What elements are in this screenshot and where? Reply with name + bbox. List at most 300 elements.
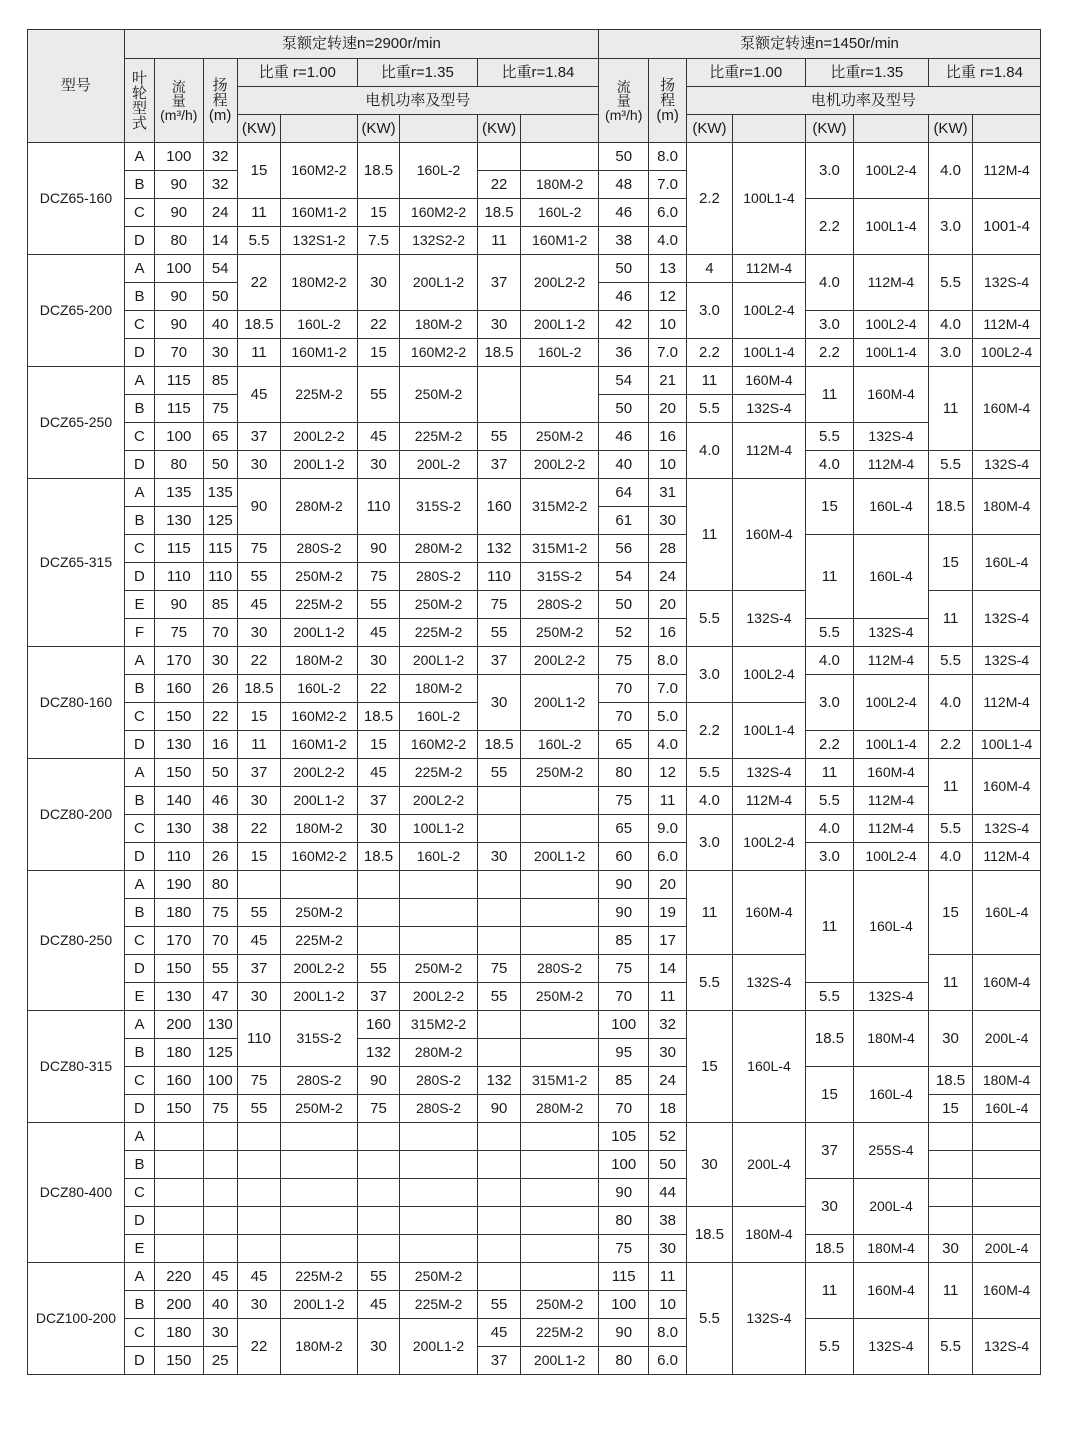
table-cell: 280S-2 <box>400 1067 478 1095</box>
table-cell: 20 <box>649 871 686 899</box>
table-cell: 24 <box>649 1067 686 1095</box>
table-cell: A <box>124 759 154 787</box>
table-cell <box>400 1235 478 1263</box>
table-cell <box>155 1151 203 1179</box>
table-cell: 15 <box>357 339 399 367</box>
table-cell: 2.2 <box>928 731 972 759</box>
table-row <box>28 1179 1041 1207</box>
table-cell: 160 <box>357 1011 399 1039</box>
table-cell: 160L-4 <box>854 535 929 619</box>
table-cell: 85 <box>598 927 648 955</box>
sg-135-1450-header: 比重r=1.35 <box>805 59 928 87</box>
table-cell <box>357 1235 399 1263</box>
table-cell: 2.2 <box>805 339 853 367</box>
table-cell <box>521 899 599 927</box>
table-cell: 37 <box>805 1123 853 1179</box>
table-cell <box>400 871 478 899</box>
table-cell: 315M1-2 <box>521 1067 599 1095</box>
table-cell: 38 <box>649 1207 686 1235</box>
table-cell: 132S-4 <box>733 591 806 647</box>
table-cell: 100L2-4 <box>854 143 929 199</box>
table-cell: 132S2-2 <box>400 227 478 255</box>
table-cell: A <box>124 143 154 171</box>
table-cell: 2.2 <box>686 143 732 255</box>
sg-100-2900-header: 比重 r=1.00 <box>237 59 357 87</box>
table-cell: 18.5 <box>805 1235 853 1263</box>
table-cell: D <box>124 451 154 479</box>
table-cell: 75 <box>203 899 237 927</box>
table-cell: 3.0 <box>805 675 853 731</box>
table-cell: 40 <box>203 311 237 339</box>
table-cell: 25 <box>203 1347 237 1375</box>
table-cell <box>477 815 520 843</box>
table-cell: B <box>124 395 154 423</box>
table-cell: 200L-4 <box>973 1011 1041 1067</box>
table-cell: 160M2-2 <box>400 731 478 759</box>
table-cell: 160L-2 <box>521 339 599 367</box>
table-cell: D <box>124 955 154 983</box>
table-cell: 22 <box>237 255 280 311</box>
table-cell <box>155 1235 203 1263</box>
table-row <box>28 983 1041 1011</box>
table-cell: 160L-4 <box>973 535 1041 591</box>
table-cell: 140 <box>155 787 203 815</box>
table-cell: 50 <box>203 283 237 311</box>
table-cell: 225M-2 <box>281 367 358 423</box>
table-cell: 200L1-2 <box>281 451 358 479</box>
table-row <box>28 1319 1041 1347</box>
table-cell: 160L-4 <box>854 479 929 535</box>
table-cell: 110 <box>477 563 520 591</box>
table-cell: 160M2-2 <box>281 703 358 731</box>
table-cell: 250M-2 <box>521 619 599 647</box>
table-row <box>28 339 1041 367</box>
table-cell: 3.0 <box>928 339 972 367</box>
table-cell: 52 <box>598 619 648 647</box>
table-cell <box>400 1179 478 1207</box>
table-cell: 190 <box>155 871 203 899</box>
table-cell: 150 <box>155 1095 203 1123</box>
table-cell: 200 <box>155 1291 203 1319</box>
table-cell: 180M-4 <box>973 479 1041 535</box>
table-cell: 200L2-2 <box>281 759 358 787</box>
table-cell: 5.5 <box>237 227 280 255</box>
table-cell: 22 <box>357 675 399 703</box>
table-cell: 4 <box>686 255 732 283</box>
table-cell: 38 <box>203 815 237 843</box>
table-cell: 90 <box>155 311 203 339</box>
table-cell: 200L1-2 <box>281 787 358 815</box>
table-cell: 200L2-2 <box>521 451 599 479</box>
table-cell <box>521 1011 599 1039</box>
table-cell: 30 <box>237 619 280 647</box>
table-cell: 32 <box>203 143 237 171</box>
table-cell: D <box>124 563 154 591</box>
table-cell <box>281 1207 358 1235</box>
table-cell: 18.5 <box>477 199 520 227</box>
table-cell: A <box>124 1263 154 1291</box>
table-cell: 280S-2 <box>281 1067 358 1095</box>
table-cell <box>237 1179 280 1207</box>
table-cell: 132S-4 <box>733 395 806 423</box>
table-cell: 132S-4 <box>733 955 806 1011</box>
table-cell <box>237 1207 280 1235</box>
table-cell: 15 <box>237 703 280 731</box>
table-cell: 250M-2 <box>281 1095 358 1123</box>
table-cell: C <box>124 199 154 227</box>
table-cell: 160L-2 <box>281 675 358 703</box>
sg-184-1450-header: 比重 r=1.84 <box>928 59 1040 87</box>
table-cell: 30 <box>237 451 280 479</box>
kw-header: (KW) <box>805 115 853 143</box>
table-cell: 160M1-2 <box>281 339 358 367</box>
table-cell: 200L1-2 <box>521 843 599 871</box>
table-cell <box>400 899 478 927</box>
table-cell: 115 <box>155 367 203 395</box>
table-cell: 2.2 <box>805 199 853 255</box>
table-cell: 55 <box>237 899 280 927</box>
table-cell: 112M-4 <box>854 451 929 479</box>
table-cell: 125 <box>203 1039 237 1067</box>
table-cell: A <box>124 647 154 675</box>
table-cell: 100 <box>155 143 203 171</box>
table-cell <box>477 927 520 955</box>
table-cell: 280S-2 <box>521 591 599 619</box>
table-cell: 56 <box>598 535 648 563</box>
table-cell: 55 <box>477 983 520 1011</box>
table-cell: 50 <box>649 1151 686 1179</box>
table-cell: 75 <box>155 619 203 647</box>
table-cell: 22 <box>203 703 237 731</box>
table-cell: 100 <box>598 1291 648 1319</box>
table-cell <box>357 1207 399 1235</box>
table-cell: 11 <box>805 367 853 423</box>
table-cell: 4.0 <box>805 255 853 311</box>
table-cell: 112M-4 <box>854 255 929 311</box>
table-cell <box>928 1151 972 1179</box>
table-cell: 110 <box>237 1011 280 1067</box>
kw-header: (KW) <box>237 115 280 143</box>
table-cell: 250M-2 <box>521 423 599 451</box>
table-cell: 160M1-2 <box>281 199 358 227</box>
table-row <box>28 423 1041 451</box>
table-cell: 18.5 <box>237 311 280 339</box>
table-cell: 5.5 <box>928 815 972 843</box>
table-cell <box>477 143 520 171</box>
table-cell: 10 <box>649 311 686 339</box>
table-cell <box>521 367 599 423</box>
table-cell: 5.5 <box>805 983 853 1011</box>
table-cell: 24 <box>203 199 237 227</box>
table-cell <box>400 1151 478 1179</box>
table-cell: 5.5 <box>686 1263 732 1375</box>
table-cell: 30 <box>477 843 520 871</box>
table-cell: 30 <box>237 983 280 1011</box>
table-cell: 75 <box>203 395 237 423</box>
table-cell: A <box>124 255 154 283</box>
table-cell: 75 <box>598 955 648 983</box>
table-cell: 160M2-2 <box>400 199 478 227</box>
table-cell: 132S-4 <box>733 1263 806 1375</box>
table-row <box>28 815 1041 843</box>
table-cell <box>155 1179 203 1207</box>
table-cell <box>237 1151 280 1179</box>
table-cell: 220 <box>155 1263 203 1291</box>
table-cell <box>281 871 358 899</box>
table-cell <box>237 1235 280 1263</box>
table-cell: 160 <box>155 675 203 703</box>
table-row <box>28 535 1041 563</box>
table-cell: 315M1-2 <box>521 535 599 563</box>
table-cell: 37 <box>357 787 399 815</box>
table-cell: 75 <box>477 591 520 619</box>
table-cell: 30 <box>477 311 520 339</box>
table-cell <box>477 1179 520 1207</box>
table-cell: 100L1-4 <box>733 339 806 367</box>
table-cell: 90 <box>598 899 648 927</box>
table-cell: 11 <box>649 1263 686 1291</box>
table-cell: 30 <box>928 1235 972 1263</box>
table-cell: 18.5 <box>237 675 280 703</box>
table-cell: 4.0 <box>649 227 686 255</box>
table-cell: 112M-4 <box>973 843 1041 871</box>
table-cell: 50 <box>598 255 648 283</box>
motor-model-header <box>521 115 599 143</box>
table-cell: 55 <box>203 955 237 983</box>
table-cell: 45 <box>237 1263 280 1291</box>
table-cell: 45 <box>357 759 399 787</box>
table-cell: 4.0 <box>928 143 972 199</box>
flow-1450-header: 流 量 (m³/h) <box>598 59 648 143</box>
table-cell: 160L-2 <box>400 143 478 199</box>
table-cell: 90 <box>237 479 280 535</box>
table-cell: 60 <box>598 843 648 871</box>
table-cell: 250M-2 <box>281 899 358 927</box>
spec-table-body <box>28 143 1041 1375</box>
table-cell: 100L2-4 <box>733 815 806 871</box>
table-cell: 11 <box>649 983 686 1011</box>
table-cell: 46 <box>203 787 237 815</box>
table-cell: 4.0 <box>649 731 686 759</box>
table-cell: 38 <box>598 227 648 255</box>
table-cell: 112M-4 <box>854 787 929 815</box>
table-cell: 45 <box>237 927 280 955</box>
table-cell: 7.0 <box>649 339 686 367</box>
table-cell: 11 <box>686 367 732 395</box>
table-cell: 55 <box>357 1263 399 1291</box>
table-cell: 9.0 <box>649 815 686 843</box>
table-cell: 13 <box>649 255 686 283</box>
table-cell <box>281 1235 358 1263</box>
table-cell: 8.0 <box>649 1319 686 1347</box>
table-cell: 85 <box>203 591 237 619</box>
table-cell <box>237 871 280 899</box>
table-cell: 45 <box>237 591 280 619</box>
table-cell <box>400 1207 478 1235</box>
table-cell: DCZ80-200 <box>28 759 125 871</box>
table-cell: 3.0 <box>805 311 853 339</box>
table-cell: 315M2-2 <box>521 479 599 535</box>
table-cell <box>357 1123 399 1151</box>
table-cell: 100 <box>598 1151 648 1179</box>
table-cell: 5.5 <box>928 647 972 675</box>
table-cell: 200L1-2 <box>281 619 358 647</box>
table-cell: 135 <box>155 479 203 507</box>
table-cell: 100L1-4 <box>733 143 806 255</box>
table-cell: 250M-2 <box>400 955 478 983</box>
table-cell: 130 <box>155 731 203 759</box>
table-cell: 5.5 <box>805 787 853 815</box>
motor-model-header <box>854 115 929 143</box>
table-cell: 70 <box>598 675 648 703</box>
table-cell: 180 <box>155 899 203 927</box>
table-cell: 42 <box>598 311 648 339</box>
table-cell: C <box>124 1067 154 1095</box>
table-cell: 132S-4 <box>854 619 929 647</box>
table-cell: 30 <box>686 1123 732 1207</box>
table-cell: 30 <box>477 675 520 731</box>
sg-184-2900-header: 比重r=1.84 <box>477 59 598 87</box>
table-cell: 17 <box>649 927 686 955</box>
table-cell: 132 <box>357 1039 399 1067</box>
table-cell: 11 <box>686 871 732 955</box>
table-cell: 11 <box>686 479 732 591</box>
table-cell <box>477 1011 520 1039</box>
motor-model-header <box>733 115 806 143</box>
table-cell: 280M-2 <box>521 1095 599 1123</box>
table-cell: 30 <box>237 1291 280 1319</box>
table-cell: 200L1-2 <box>400 647 478 675</box>
table-cell <box>973 1151 1041 1179</box>
table-cell: 37 <box>477 647 520 675</box>
table-cell: 80 <box>598 1207 648 1235</box>
table-cell: C <box>124 535 154 563</box>
table-cell: 30 <box>203 1319 237 1347</box>
table-cell: 85 <box>203 367 237 395</box>
table-cell: 50 <box>598 395 648 423</box>
table-row <box>28 451 1041 479</box>
table-cell: 16 <box>649 423 686 451</box>
table-cell: B <box>124 787 154 815</box>
table-cell: 47 <box>203 983 237 1011</box>
table-cell: 4.0 <box>928 311 972 339</box>
table-cell: 110 <box>357 479 399 535</box>
table-cell: 55 <box>357 955 399 983</box>
table-cell: 80 <box>598 1347 648 1375</box>
table-cell: 135 <box>203 479 237 507</box>
table-cell: DCZ65-250 <box>28 367 125 479</box>
table-cell: 15 <box>928 871 972 955</box>
table-cell: 75 <box>598 787 648 815</box>
table-cell <box>477 1151 520 1179</box>
table-cell: 18.5 <box>477 339 520 367</box>
table-cell: 180 <box>155 1039 203 1067</box>
table-cell: 112M-4 <box>854 815 929 843</box>
table-cell: 5.5 <box>686 395 732 423</box>
table-cell: 15 <box>805 479 853 535</box>
table-cell: 45 <box>357 1291 399 1319</box>
table-cell: 180M-2 <box>400 311 478 339</box>
table-cell: 30 <box>649 507 686 535</box>
table-cell: 225M-2 <box>281 1263 358 1291</box>
table-cell: 7.0 <box>649 171 686 199</box>
table-cell: 100 <box>155 423 203 451</box>
sg-100-1450-header: 比重r=1.00 <box>686 59 805 87</box>
table-cell: 65 <box>598 815 648 843</box>
table-cell: 132 <box>477 535 520 563</box>
table-cell: 150 <box>155 703 203 731</box>
table-cell: 3.0 <box>805 843 853 871</box>
table-row <box>28 1011 1041 1039</box>
table-cell: 160M-4 <box>973 1263 1041 1319</box>
table-cell: 5.5 <box>928 1319 972 1375</box>
table-cell: 132S1-2 <box>281 227 358 255</box>
table-cell: 132 <box>477 1067 520 1095</box>
table-cell: 37 <box>477 255 520 311</box>
table-row <box>28 255 1041 283</box>
table-row <box>28 647 1041 675</box>
table-cell: 45 <box>477 1319 520 1347</box>
table-cell: 30 <box>928 1011 972 1067</box>
table-cell: 200L1-2 <box>521 1347 599 1375</box>
table-row <box>28 619 1041 647</box>
table-cell: 160M-4 <box>854 1263 929 1319</box>
table-cell: 180M-2 <box>400 675 478 703</box>
table-cell: 65 <box>598 731 648 759</box>
table-cell: 100L1-4 <box>733 703 806 759</box>
table-cell: 4.0 <box>928 843 972 871</box>
table-cell: 10 <box>649 451 686 479</box>
table-cell: 100L2-4 <box>973 339 1041 367</box>
table-cell: 90 <box>155 199 203 227</box>
table-cell: 280S-2 <box>521 955 599 983</box>
table-cell: 90 <box>155 171 203 199</box>
table-cell: 225M-2 <box>400 619 478 647</box>
table-cell: E <box>124 1235 154 1263</box>
table-cell: 18.5 <box>357 143 399 199</box>
table-cell: 170 <box>155 647 203 675</box>
table-cell: 105 <box>598 1123 648 1151</box>
table-cell: 200L-2 <box>400 451 478 479</box>
table-cell: 11 <box>928 367 972 451</box>
table-cell: 85 <box>598 1067 648 1095</box>
table-cell: 8.0 <box>649 143 686 171</box>
table-cell: 31 <box>649 479 686 507</box>
table-cell: B <box>124 1151 154 1179</box>
table-cell: 1001-4 <box>973 199 1041 255</box>
table-cell: 180M2-2 <box>281 255 358 311</box>
table-cell <box>357 1151 399 1179</box>
speed-2900-header: 泵额定转速n=2900r/min <box>124 30 598 59</box>
table-cell: 12 <box>649 283 686 311</box>
table-cell: 22 <box>237 815 280 843</box>
table-cell: 90 <box>155 591 203 619</box>
table-cell: D <box>124 1207 154 1235</box>
table-cell: 200 <box>155 1011 203 1039</box>
table-cell: 45 <box>203 1263 237 1291</box>
table-cell: 160M2-2 <box>281 143 358 199</box>
table-cell: 170 <box>155 927 203 955</box>
table-cell: 36 <box>598 339 648 367</box>
table-cell: 160M-4 <box>733 367 806 395</box>
table-cell: 14 <box>203 227 237 255</box>
table-cell: 110 <box>155 843 203 871</box>
table-cell: 160L-4 <box>733 1011 806 1123</box>
table-cell: 30 <box>805 1179 853 1235</box>
table-cell <box>521 1235 599 1263</box>
motor-1450-header: 电机功率及型号 <box>686 87 1040 115</box>
table-cell: 45 <box>237 367 280 423</box>
